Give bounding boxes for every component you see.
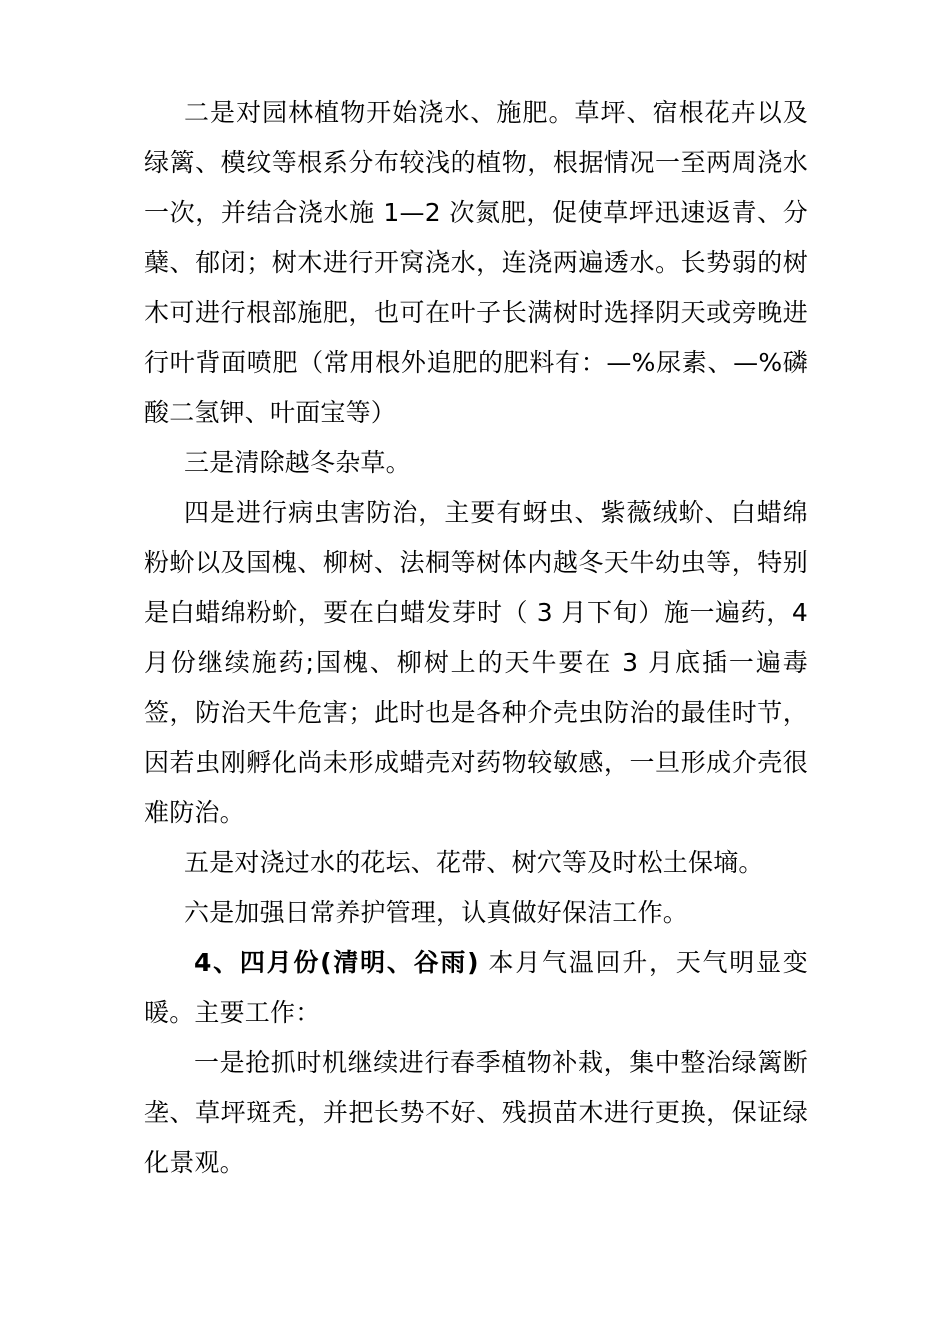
- document-body: [144, 88, 808, 1188]
- paragraph-april-replanting: 一是抢抓时机继续进行春季植物补栽，集中整治绿篱断垄、草坪斑秃，并把长势不好、残损苗木进行更换，保证绿化景观。: [144, 1048, 808, 1177]
- paragraph-april-section: [144, 938, 808, 1038]
- paragraph-loosening-soil: 五是对浇过水的花坛、花带、树穴等及时松土保墒。: [184, 848, 764, 877]
- section-heading-april: 4、四月份(清明、谷雨): [194, 948, 479, 977]
- april-intro-text: 本月气温回升，天气明显变暖。主要工作：: [144, 948, 808, 1027]
- paragraph-watering-fertilizing: 二是对园林植物开始浇水、施肥。草坪、宿根花卉以及绿篱、模纹等根系分布较浅的植物，根据情况一至两周浇水一次，并结合浇水施 1—2 次氮肥，促使草坪迅速返青、分蘖、郁闭；树木进行开窝浇水，连浇两遍透水。长势弱的树木可进行根部施肥，也可在叶子长满树时选择阴天或旁晚进行叶背面喷肥（常用根外追肥的肥料有：—%尿素、—%磷酸二氢钾、叶面宝等）: [144, 98, 808, 427]
- paragraph-pest-control: 四是进行病虫害防治，主要有蚜虫、紫薇绒蚧、白蜡绵粉蚧以及国槐、柳树、法桐等树体内越冬天牛幼虫等，特别是白蜡绵粉蚧，要在白蜡发芽时（ 3 月下旬）施一遍药，4 月份继续施药;国槐、柳树上的天牛要在 3 月底插一遍毒签，防治天牛危害；此时也是各种介壳虫防治的最佳时节，因若虫刚孵化尚未形成蜡壳对药物较敏感，一旦形成介壳很难防治。: [144, 498, 808, 827]
- paragraph-weeding: 三是清除越冬杂草。: [184, 448, 411, 477]
- paragraph-daily-maintenance: 六是加强日常养护管理，认真做好保洁工作。: [184, 898, 689, 927]
